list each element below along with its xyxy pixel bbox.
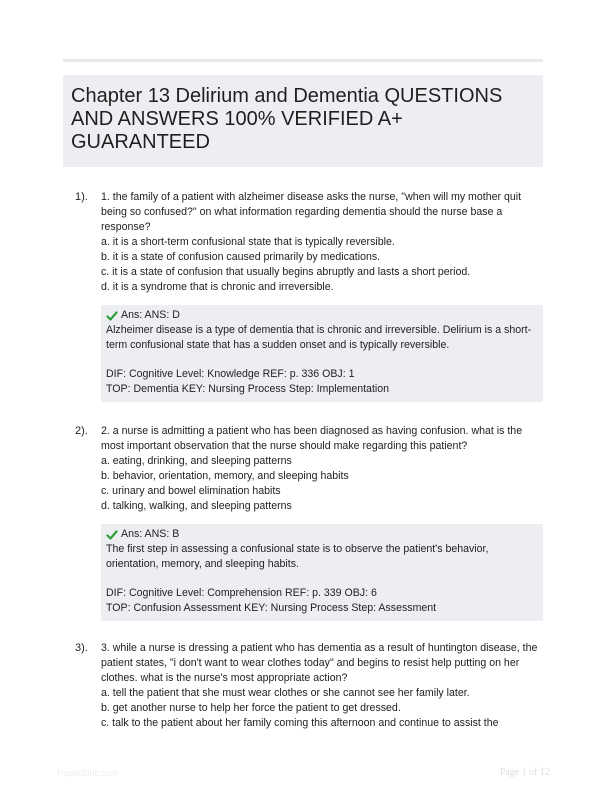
document-title: Chapter 13 Delirium and Dementia QUESTIONS AND ANSWERS 100% VERIFIED A+ GUARANTEED bbox=[71, 85, 503, 153]
footer-site-watermark: PaperStuc.com bbox=[57, 768, 119, 778]
question-block-3 bbox=[63, 641, 543, 731]
answer-rationale: Alzheimer disease is a type of dementia that is chronic and irreversible. Delirium is a short-term confusional state that has a sudden onset and is typically reversible. bbox=[106, 324, 532, 351]
question-number: 2). bbox=[75, 425, 88, 437]
option-c: c. talk to the patient about her family coming this afternoon and continue to assist the bbox=[101, 717, 499, 729]
title-panel bbox=[63, 75, 543, 167]
question-body bbox=[101, 424, 543, 514]
answer-rationale: The first step in assessing a confusional state is to observe the patient's behavior, orientation, memory, and sleeping habits. bbox=[106, 543, 489, 570]
question-stem: 2. a nurse is admitting a patient who has been diagnosed as having confusion. what is the most important observation that the nurse should make regarding this patient? bbox=[101, 425, 523, 452]
question-stem: 3. while a nurse is dressing a patient who has dementia as a result of huntington disease, the patient states, "i don't want to wear clothes today" and begins to resist help putting on her clothes. what is the nurse's most appropriate action? bbox=[101, 642, 538, 684]
answer-header bbox=[106, 308, 537, 323]
top-divider bbox=[63, 59, 543, 62]
answer-meta-dif: DIF: Cognitive Level: Knowledge REF: p. 336 OBJ: 1 bbox=[106, 368, 355, 380]
option-c: c. urinary and bowel elimination habits bbox=[101, 485, 281, 497]
option-a: a. tell the patient that she must wear clothes or she cannot see her family later. bbox=[101, 687, 470, 699]
option-d: d. talking, walking, and sleeping patterns bbox=[101, 500, 292, 512]
answer-meta-top: TOP: Confusion Assessment KEY: Nursing Process Step: Assessment bbox=[106, 602, 437, 614]
check-icon bbox=[106, 529, 118, 541]
question-block-2 bbox=[63, 424, 543, 621]
answer-meta-top: TOP: Dementia KEY: Nursing Process Step: Implementation bbox=[106, 383, 390, 395]
option-a: a. it is a short-term confusional state that is typically reversible. bbox=[101, 236, 395, 248]
option-b: b. it is a state of confusion caused primarily by medications. bbox=[101, 251, 381, 263]
answer-panel bbox=[101, 524, 543, 621]
question-body bbox=[101, 190, 543, 295]
option-a: a. eating, drinking, and sleeping patterns bbox=[101, 455, 292, 467]
question-number: 3). bbox=[75, 642, 88, 654]
answer-meta-dif: DIF: Cognitive Level: Comprehension REF: p. 339 OBJ: 6 bbox=[106, 587, 377, 599]
footer-page-number: Page 1 of 12 bbox=[499, 767, 550, 778]
answer-label: Ans: ANS: B bbox=[121, 528, 180, 540]
option-b: b. get another nurse to help her force the patient to get dressed. bbox=[101, 702, 401, 714]
question-block-1 bbox=[63, 190, 543, 402]
answer-panel bbox=[101, 305, 543, 402]
option-d: d. it is a syndrome that is chronic and irreversible. bbox=[101, 281, 334, 293]
question-number: 1). bbox=[75, 191, 88, 203]
answer-label: Ans: ANS: D bbox=[121, 309, 180, 321]
question-stem: 1. the family of a patient with alzheimer disease asks the nurse, "when will my mother quit being so confused?" on what information regarding dementia should the nurse base a response? bbox=[101, 191, 522, 233]
option-c: c. it is a state of confusion that usually begins abruptly and lasts a short period. bbox=[101, 266, 471, 278]
option-b: b. behavior, orientation, memory, and sleeping habits bbox=[101, 470, 349, 482]
check-icon bbox=[106, 310, 118, 322]
answer-header bbox=[106, 527, 537, 542]
question-body bbox=[101, 641, 543, 731]
